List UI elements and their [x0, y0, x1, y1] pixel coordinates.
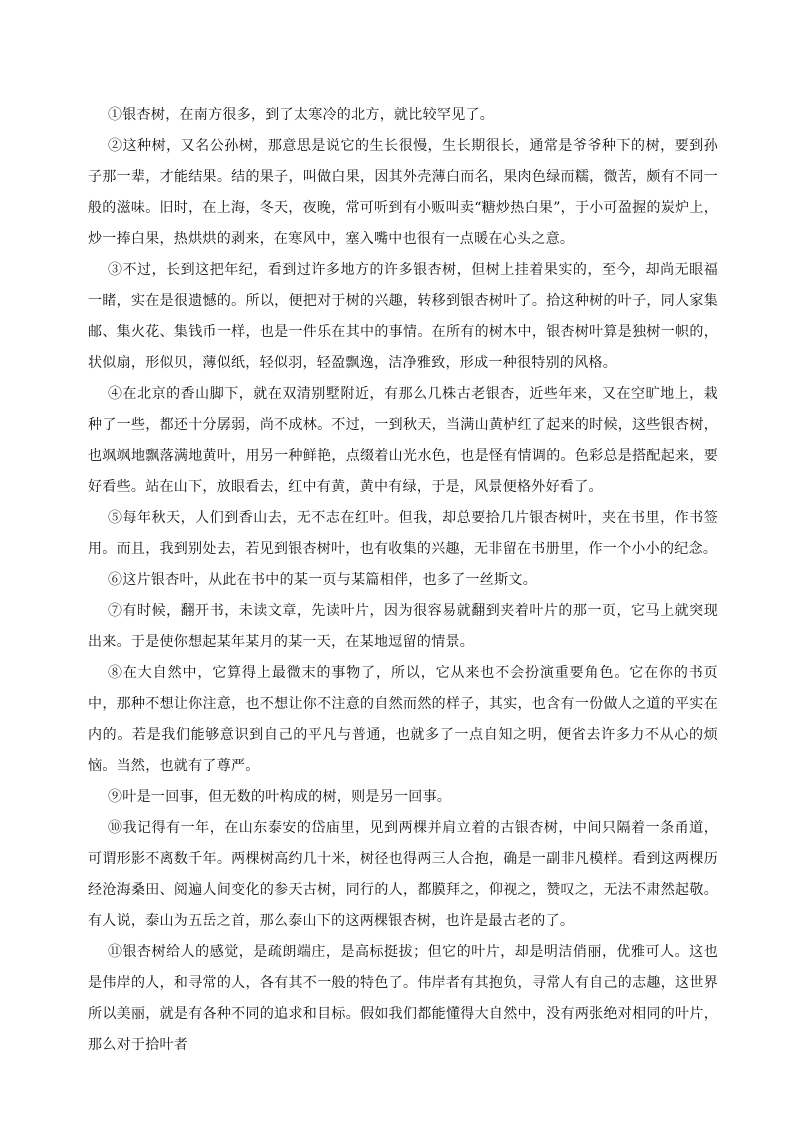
paragraph-10: ⑩我记得有一年，在山东泰安的岱庙里，见到两棵并肩立着的古银杏树，中间只隔着一条甬道，可谓形影不离数千年。两棵树高约几十米，树径也得两三人合抱，确是一副非凡模样。看到这两棵历经沧海桑田、阅遍人间变化的参天古树，同行的人，都膜拜之，仰视之，赞叹之，无法不肃然起敬。有人说，泰山为五岳之首，那么泰山下的这两棵银杏树，也许是最古老的了。 [88, 820, 718, 929]
paragraph-6: ⑥这片银杏叶，从此在书中的某一页与某篇相伴，也多了一丝斯文。 [108, 572, 537, 588]
paragraph-3: ③不过，长到这把年纪，看到过许多地方的许多银杏树，但树上挂着果实的，至今，却尚无眼福一睹，实在是很遗憾的。所以，便把对于树的兴趣，转移到银杏树叶了。拾这种树的叶子，同人家集邮、集火花、集钱币一样，也是一件乐在其中的事情。在所有的树木中，银杏树叶算是独树一帜的，状似扇，形似贝，薄似纸，轻似羽，轻盈飘逸，洁净雅致，形成一种很特别的风格。 [88, 262, 718, 371]
paragraph-11: ⑪银杏树给人的感觉，是疏朗端庄，是高标挺拔；但它的叶片，却是明洁俏丽，优雅可人。这也是伟岸的人，和寻常的人，各有其不一般的特色了。伟岸者有其抱负，寻常人有自己的志趣，这世界所以美丽，就是有各种不同的追求和目标。假如我们都能懂得大自然中，没有两张绝对相同的叶片，那么对于拾叶者 [88, 944, 718, 1053]
paragraph-5: ⑤每年秋天，人们到香山去，无不志在红叶。但我，却总要拾几片银杏树叶，夹在书里，作书签用。而且，我到别处去，若见到银杏树叶，也有收集的兴趣，无非留在书册里，作一个小小的纪念。 [88, 510, 718, 557]
paragraph-8: ⑧在大自然中，它算得上最微末的事物了，所以，它从来也不会扮演重要角色。它在你的书页中，那种不想让你注意，也不想让你不注意的自然而然的样子，其实，也含有一份做人之道的平实在内的。若是我们能够意识到自己的平凡与普通，也就多了一点自知之明，便省去许多力不从心的烦恼。当然，也就有了尊严。 [88, 665, 718, 774]
paragraph-2: ②这种树，又名公孙树，那意思是说它的生长很慢，生长期很长，通常是爷爷种下的树，要到孙子那一辈，才能结果。结的果子，叫做白果，因其外壳薄白而名，果肉色绿而糯，微苦，颇有不同一般的滋味。旧时，在上海，冬天，夜晚，常可听到有小贩叫卖“糖炒热白果”，于小可盈握的炭炉上，炒一捧白果，热烘烘的剥来，在寒风中，塞入嘴中也很有一点暖在心头之意。 [88, 138, 718, 247]
document-page [88, 100, 718, 1061]
paragraph-9: ⑨叶是一回事，但无数的叶构成的树，则是另一回事。 [108, 789, 452, 805]
paragraph-4: ④在北京的香山脚下，就在双清别墅附近，有那么几株古老银杏，近些年来，又在空旷地上，栽种了一些，都还十分孱弱，尚不成林。不过，一到秋天，当满山黄栌红了起来的时候，这些银杏树，也飒飒地飘落满地黄叶，用另一种鲜艳，点缀着山光水色，也是怪有情调的。色彩总是搭配起来，要好看些。站在山下，放眼看去，红中有黄，黄中有绿，于是，风景便格外好看了。 [88, 386, 718, 495]
paragraph-1: ①银杏树，在南方很多，到了太寒冷的北方，就比较罕见了。 [108, 107, 495, 123]
paragraph-7: ⑦有时候，翻开书，未读文章，先读叶片，因为很容易就翻到夹着叶片的那一页，它马上就突现出来。于是使你想起某年某月的某一天，在某地逗留的情景。 [88, 603, 718, 650]
